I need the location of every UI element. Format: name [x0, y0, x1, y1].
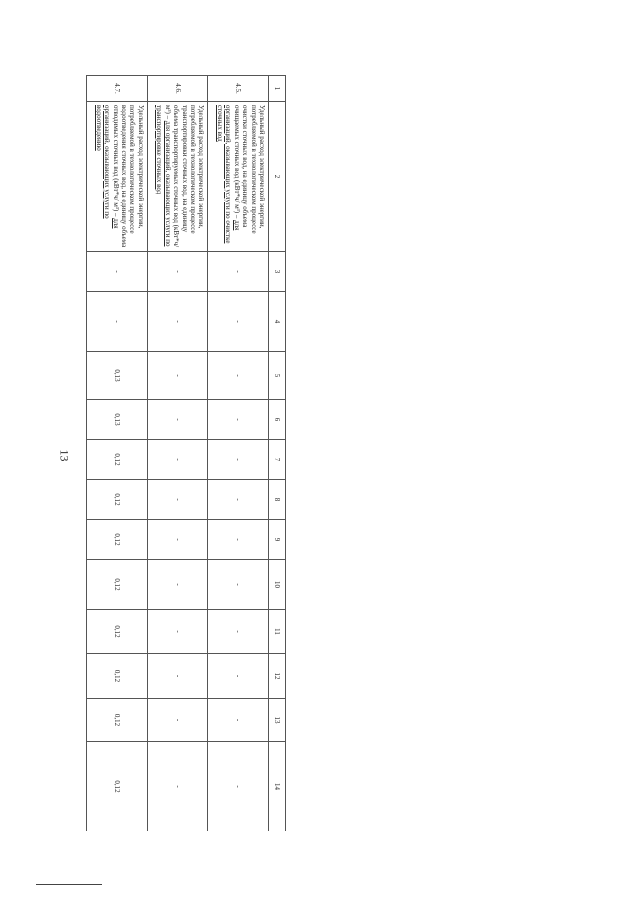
table-row [147, 76, 208, 832]
header-cell: 9 [269, 520, 286, 560]
header-cell: 1 [269, 76, 286, 102]
value-cell: 0,12 [87, 520, 148, 560]
row-description [87, 102, 148, 252]
header-cell: 12 [269, 654, 286, 699]
value-cell: - [208, 699, 269, 742]
row-number: 4.7. [87, 76, 148, 102]
table-row [208, 76, 269, 832]
value-cell: - [208, 352, 269, 400]
value-cell: - [147, 560, 208, 610]
value-cell: 0,12 [87, 699, 148, 742]
value-cell: 0,13 [87, 352, 148, 400]
description-text: Удельный расход электрической энергии, потребляемой в технологическом процессе очистки сточных вод, на единицу объема очищаемых сточных вод (кВт*ч/ м³) – [232, 105, 266, 234]
value-cell: - [208, 252, 269, 292]
footnote-divider [36, 884, 102, 885]
value-cell: - [208, 654, 269, 699]
header-cell: 14 [269, 742, 286, 832]
row-number: 4.6. [147, 76, 208, 102]
value-cell: - [147, 352, 208, 400]
value-cell: 0,13 [87, 400, 148, 440]
row-description [208, 102, 269, 252]
header-cell: 5 [269, 352, 286, 400]
value-cell: - [208, 610, 269, 654]
header-cell: 8 [269, 480, 286, 520]
value-cell: 0,12 [87, 610, 148, 654]
page-number: 13 [57, 449, 72, 462]
value-cell: - [147, 699, 208, 742]
header-cell: 11 [269, 610, 286, 654]
value-cell: - [87, 252, 148, 292]
value-cell: 0,12 [87, 742, 148, 832]
value-cell: - [147, 480, 208, 520]
value-cell: - [208, 440, 269, 480]
value-cell: - [87, 292, 148, 352]
value-cell: - [147, 610, 208, 654]
description-underlined-text: для организаций, оказывающих услуги по водоотведению [94, 105, 120, 229]
value-cell: - [147, 654, 208, 699]
value-cell: 0,12 [87, 480, 148, 520]
value-cell: - [147, 252, 208, 292]
description-text: Удельный расход электрической энергии, потребляемой в технологическом процессе водоотведения сточных вод, на единицу объема отводимых сточных вод (кВт*ч/ м³) – [111, 105, 145, 248]
value-cell: - [208, 520, 269, 560]
value-cell: 0,12 [87, 560, 148, 610]
value-cell: - [208, 560, 269, 610]
header-cell: 6 [269, 400, 286, 440]
value-cell: - [147, 520, 208, 560]
value-cell: - [208, 292, 269, 352]
header-cell: 13 [269, 699, 286, 742]
header-cell: 10 [269, 560, 286, 610]
value-cell: - [147, 400, 208, 440]
value-cell: - [208, 480, 269, 520]
table-row [87, 76, 148, 832]
value-cell: - [208, 400, 269, 440]
row-number: 4.5. [208, 76, 269, 102]
description-underlined-text: для организаций, оказывающих услуги по транспортировке сточных вод [155, 105, 172, 247]
indicators-table [86, 75, 286, 831]
value-cell: 0,12 [87, 654, 148, 699]
row-description [147, 102, 208, 252]
description-underlined-text: для организаций, оказывающих услуги по очистке сточных вод [216, 105, 241, 244]
header-cell: 7 [269, 440, 286, 480]
value-cell: - [147, 742, 208, 832]
value-cell: 0,12 [87, 440, 148, 480]
rotated-table-container [86, 75, 286, 831]
value-cell: - [147, 292, 208, 352]
header-cell: 3 [269, 252, 286, 292]
table-header-row [269, 76, 286, 832]
value-cell: - [147, 440, 208, 480]
table-frame [86, 75, 286, 831]
description-text: Удельный расход электрической энергии, потребляемой в технологическом процессе транспортировки сточных вод, на единицу объема транспортируемых сточных вод (кВт*ч/ м³) – [163, 105, 206, 248]
value-cell: - [208, 742, 269, 832]
header-cell: 4 [269, 292, 286, 352]
header-cell: 2 [269, 102, 286, 252]
